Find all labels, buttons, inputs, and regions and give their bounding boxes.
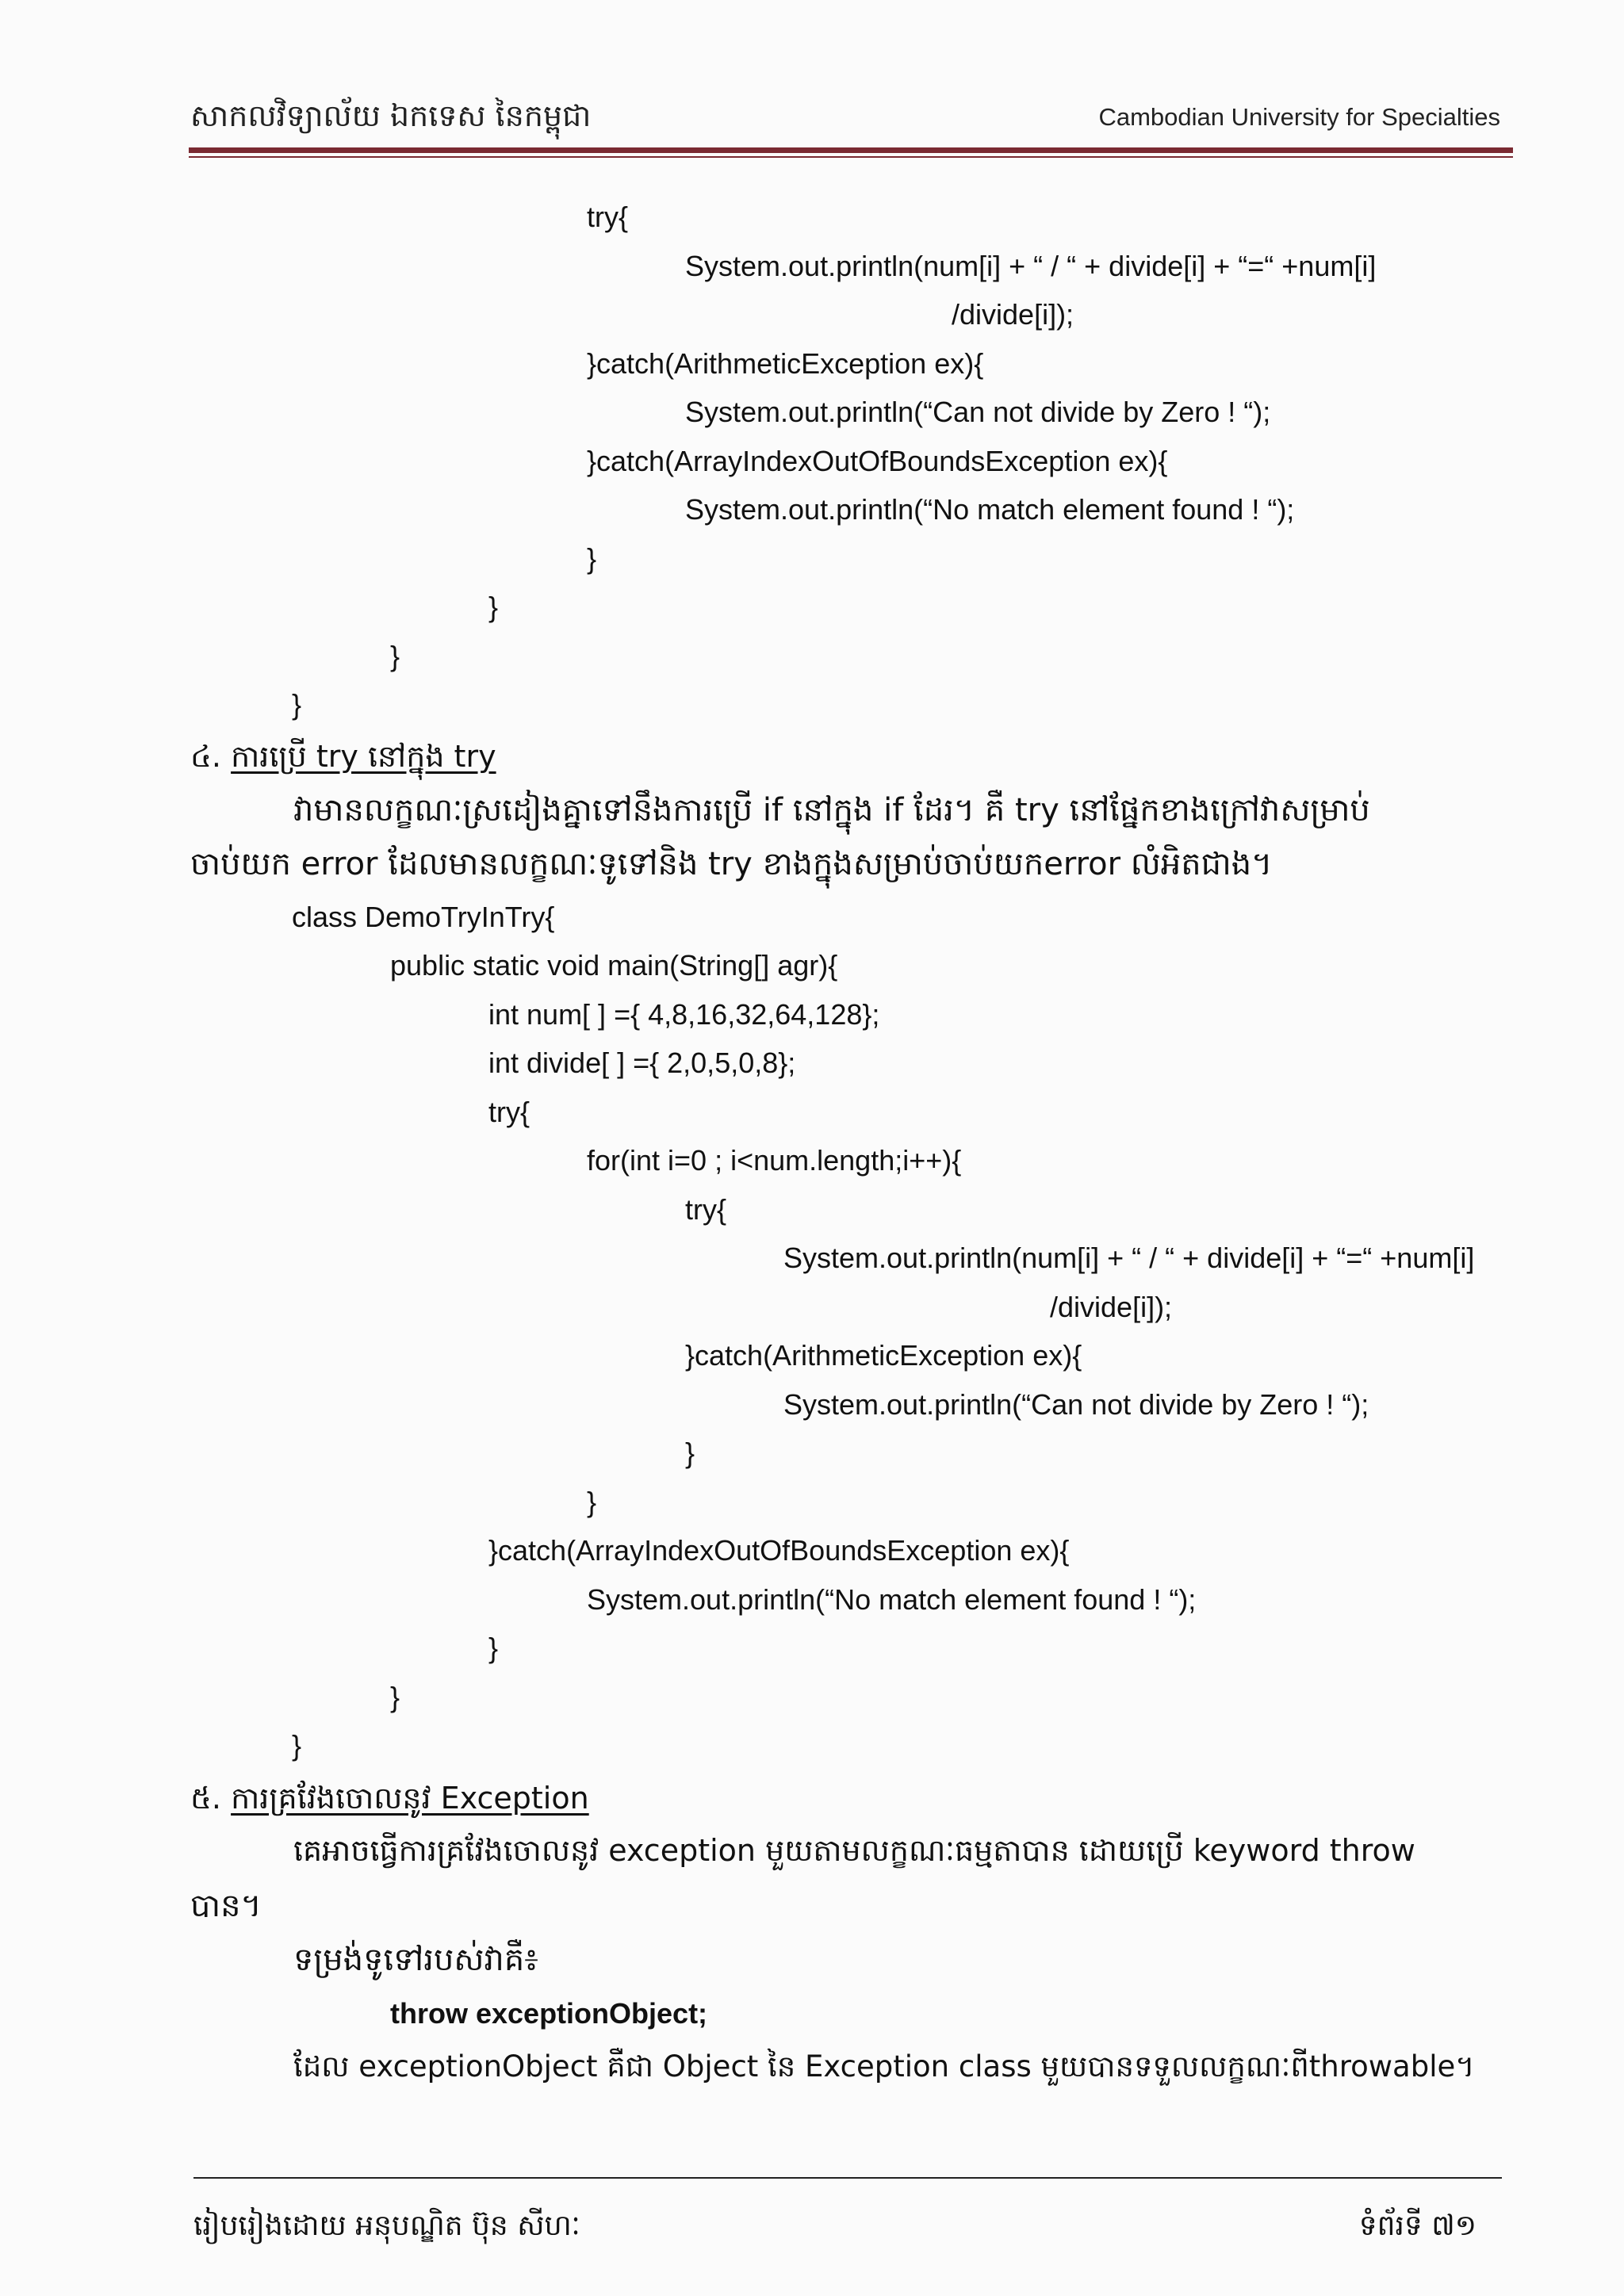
code-line: } — [292, 1729, 302, 1762]
code-line: }catch(ArithmeticException ex){ — [587, 347, 984, 380]
code-line: } — [587, 1486, 597, 1518]
paragraph-line: ដែល exceptionObject គឺជា Object នៃ Exception class មួយបានទទួលលក្ខណៈពីthrowable។ — [293, 2049, 1475, 2084]
code-line: System.out.println(num[i] + “ / “ + divide[i] + “=“ +num[i] — [783, 1242, 1475, 1274]
code-line: try{ — [587, 201, 629, 233]
code-line: int divide[ ] ={ 2,0,5,0,8}; — [488, 1047, 796, 1079]
syntax-label: ទម្រង់ទូទៅរបស់វាគឺ៖ — [293, 1942, 538, 1978]
section-heading-5 — [190, 1779, 589, 1823]
section-number: ៤. — [190, 739, 221, 774]
code-line: try{ — [685, 1193, 727, 1226]
code-line: try{ — [488, 1096, 530, 1128]
footer-rule — [193, 2177, 1502, 2179]
code-line: /divide[i]); — [1050, 1291, 1173, 1323]
code-line: } — [390, 640, 400, 672]
section-heading-4 — [190, 737, 496, 782]
code-line: } — [587, 542, 597, 575]
code-line: } — [685, 1437, 695, 1469]
code-line: /divide[i]); — [952, 298, 1074, 331]
code-line: }catch(ArrayIndexOutOfBoundsException ex){ — [488, 1534, 1070, 1567]
paragraph-line: វាមានលក្ខណៈស្រដៀងគ្នាទៅនឹងការប្រើ if នៅក្នុង if ដែរ។ គឺ try នៅផ្នែកខាងក្រៅវាសម្រាប់ — [293, 792, 1370, 828]
header-university-english: Cambodian University for Specialties — [1098, 103, 1500, 131]
code-line: }catch(ArithmeticException ex){ — [685, 1339, 1082, 1372]
code-line: } — [292, 688, 302, 721]
code-line: System.out.println(“Can not divide by Zero ! “); — [783, 1388, 1369, 1421]
footer-author: រៀបរៀងដោយ អនុបណ្ឌិត ប៊ុន សីហៈ — [193, 2210, 580, 2242]
syntax-code: throw exceptionObject; — [390, 1997, 708, 2030]
code-line: class DemoTryInTry{ — [292, 901, 555, 933]
code-line: public static void main(String[] agr){ — [390, 949, 838, 982]
code-line: } — [390, 1681, 400, 1713]
footer-page-number: ទំព័រទី ៧១ — [1358, 2210, 1477, 2242]
code-line: int num[ ] ={ 4,8,16,32,64,128}; — [488, 998, 880, 1031]
code-line: System.out.println(“Can not divide by Zero ! “); — [685, 396, 1271, 428]
paragraph-line: គេអាចធ្វើការគ្រវែងចោលនូវ exception មួយតាមលក្ខណៈធម្មតាបាន ដោយប្រើ keyword throw — [293, 1833, 1415, 1868]
code-line: for(int i=0 ; i<num.length;i++){ — [587, 1144, 962, 1177]
code-line: System.out.println(num[i] + “ / “ + divide[i] + “=“ +num[i] — [685, 250, 1377, 282]
paragraph-line: ចាប់យក error ដែលមានលក្ខណៈទូទៅនិង try ខាងក្នុងសម្រាប់ចាប់យកerror លំអិតជាង។ — [190, 846, 1273, 882]
code-line: System.out.println(“No match element found ! “); — [587, 1583, 1197, 1616]
paragraph-line: បាន។ — [190, 1888, 262, 1924]
section-number: ៥. — [190, 1781, 221, 1816]
code-line: System.out.println(“No match element found ! “); — [685, 493, 1295, 526]
code-line: } — [488, 591, 499, 623]
section-title: ការគ្រវែងចោលនូវ Exception — [231, 1781, 589, 1816]
code-line: }catch(ArrayIndexOutOfBoundsException ex){ — [587, 445, 1168, 477]
header-rule-thick — [189, 147, 1513, 153]
header-rule-thin — [189, 156, 1513, 158]
section-title: ការប្រើ try នៅក្នុង try — [231, 739, 496, 774]
code-line: } — [488, 1632, 499, 1664]
header-university-khmer: សាកលវិទ្យាល័យ ឯកទេស នៃកម្ពុជា — [190, 98, 592, 133]
